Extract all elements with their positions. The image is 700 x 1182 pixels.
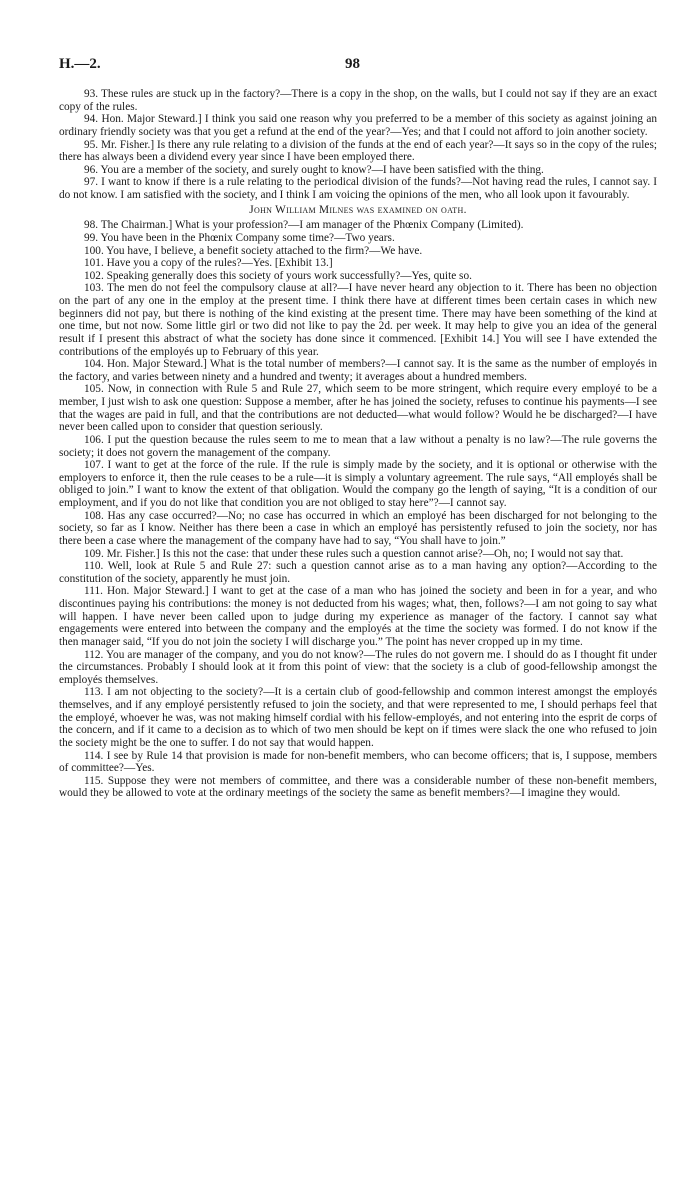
- question-104: 104. Hon. Major Steward.] What is the total number of members?—I cannot say. It is the same as the number of employés in the factory, and varies between ninety and a hundred and twenty; it averages about a hundred members.: [59, 358, 657, 383]
- question-98: 98. The Chairman.] What is your profession?—I am manager of the Phœnix Company (Limited).: [84, 219, 524, 232]
- question-94: 94. Hon. Major Steward.] I think you said one reason why you preferred to be a member of this society as against joining an ordinary friendly society was that you get a refund at the end of the year?—Yes; and that I could not afford to join another society.: [59, 113, 657, 138]
- question-105: 105. Now, in connection with Rule 5 and Rule 27, which seem to be more stringent, which require every employé to be a member, I just wish to ask one question: Suppose a member, after he has joined the society, refuses to continue his payments—I see that the wages are paid in full, and that the contributions are not deducted—what would follow? Would he be discharged?—I have never been called upon to consider that question seriously.: [59, 383, 657, 434]
- document-reference: H.—2.: [59, 56, 101, 72]
- question-93: 93. These rules are stuck up in the factory?—There is a copy in the shop, on the walls, but I could not say if they are an exact copy of the rules.: [59, 88, 657, 113]
- question-108: 108. Has any case occurred?—No; no case has occurred in which an employé has been discharged for not belonging to the society, so far as I know. Neither has there been a case in which an employé has persistently refused to join the society, nor has there been a case where the management of the company have had to say, “You shall have to join.”: [59, 509, 657, 547]
- question-99: 99. You have been in the Phœnix Company some time?—Two years.: [84, 231, 395, 244]
- page-header: [59, 56, 657, 74]
- document-body: [59, 88, 657, 800]
- question-103: 103. The men do not feel the compulsory clause at all?—I have never heard any objection to it. There has been no objection on the part of any one in the employ at the present time. I think there have at different times been certain cases in which new beginners did not pay, but there is nothing of the kind existing at the present time. There may have been something of the kind at one time, but not now. Some little girl or two did not like to pay the 2d. per week. It may help to give you an idea of the general result if I present this abstract of what the society has done since it commenced. [Exhibit 14.] You will see I have extended the contributions of the employés up to February of this year.: [59, 282, 657, 358]
- question-106: 106. I put the question because the rules seem to me to mean that a law without a penalty is no law?—The rule governs the society; it does not govern the management of the company.: [59, 433, 657, 459]
- question-113: 113. I am not objecting to the society?—It is a certain club of good-fellowship and common interest amongst the employés themselves, and if any employé persistently refused to join the society, and that were represented to me, I should perhaps feel that the employé, whoever he was, was not making himself cordial with his fellow-employés, and not entering into the esprit de corps of the concern, and if it came to a decision as to which of two men should be kept on if times were slack the one who refused to join the society might be the one to suffer. I do not say that would happen.: [59, 686, 657, 749]
- question-95: 95. Mr. Fisher.] Is there any rule relating to a division of the funds at the end of each year?—It says so in the copy of the rules; there has always been a dividend every year since I have been employed there.: [59, 138, 657, 164]
- question-107: 107. I want to get at the force of the rule. If the rule is simply made by the society, and it is optional or otherwise with the employers to enforce it, then the rule ceases to be a rule—it is simply a voluntary agreement. The rule says, “All employés shall be obliged to join.” I want to know the extent of that obligation. Would the company go the length of saying, “It is a condition of our employment, and if you do not like that condition you are not obliged to stay here”?—I cannot say.: [59, 459, 657, 509]
- question-115: 115. Suppose they were not members of committee, and there was a considerable number of these non-benefit members, would they be allowed to vote at the ordinary meetings of the society the same as benefit members?—I imagine they would.: [59, 774, 657, 800]
- question-97: 97. I want to know if there is a rule relating to the periodical division of the funds?—Not having read the rules, I cannot say. I do not know. I am satisfied with the society, and I think I am voicing the opinions of the men, who all look upon it favourably.: [59, 176, 657, 201]
- question-114: 114. I see by Rule 14 that provision is made for non-benefit members, who can become officers; that is, I suppose, members of committee?—Yes.: [59, 749, 657, 775]
- question-102: 102. Speaking generally does this society of yours work successfully?—Yes, quite so.: [84, 269, 472, 282]
- question-111: 111. Hon. Major Steward.] I want to get at the case of a man who has joined the society and been in for a year, and who discontinues paying his contributions: the money is not deducted from his wages; what, then, follows?—I am not going to say what will happen. I have never been called upon to judge during my experience as manager of the factory. I cannot say what engagements were entered into between the company and the employés at the time the society was formed. I do not know if the then manager said, “If you do not join the society I will discharge you.” The point has never cropped up in my time.: [59, 585, 657, 648]
- question-100: 100. You have, I believe, a benefit society attached to the firm?—We have.: [84, 244, 423, 257]
- page-number: 98: [345, 56, 360, 72]
- question-96: 96. You are a member of the society, and surely ought to know?—I have been satisfied with the thing.: [84, 163, 544, 176]
- question-110: 110. Well, look at Rule 5 and Rule 27: such a question cannot arise as to a man having any option?—According to the constitution of the society, apparently he must join.: [59, 560, 657, 585]
- question-112: 112. You are manager of the company, and you do not know?—The rules do not govern me. I should do as I thought fit under the circumstances. Probably I should look at it from this point of view: that the society is a club of good-fellowship amongst the employés themselves.: [59, 648, 657, 686]
- witness-heading: John William Milnes was examined on oath.: [249, 203, 467, 216]
- question-109: 109. Mr. Fisher.] Is this not the case: that under these rules such a question cannot arise?—Oh, no; I would not say that.: [84, 547, 624, 560]
- question-101: 101. Have you a copy of the rules?—Yes. [Exhibit 13.]: [84, 257, 333, 270]
